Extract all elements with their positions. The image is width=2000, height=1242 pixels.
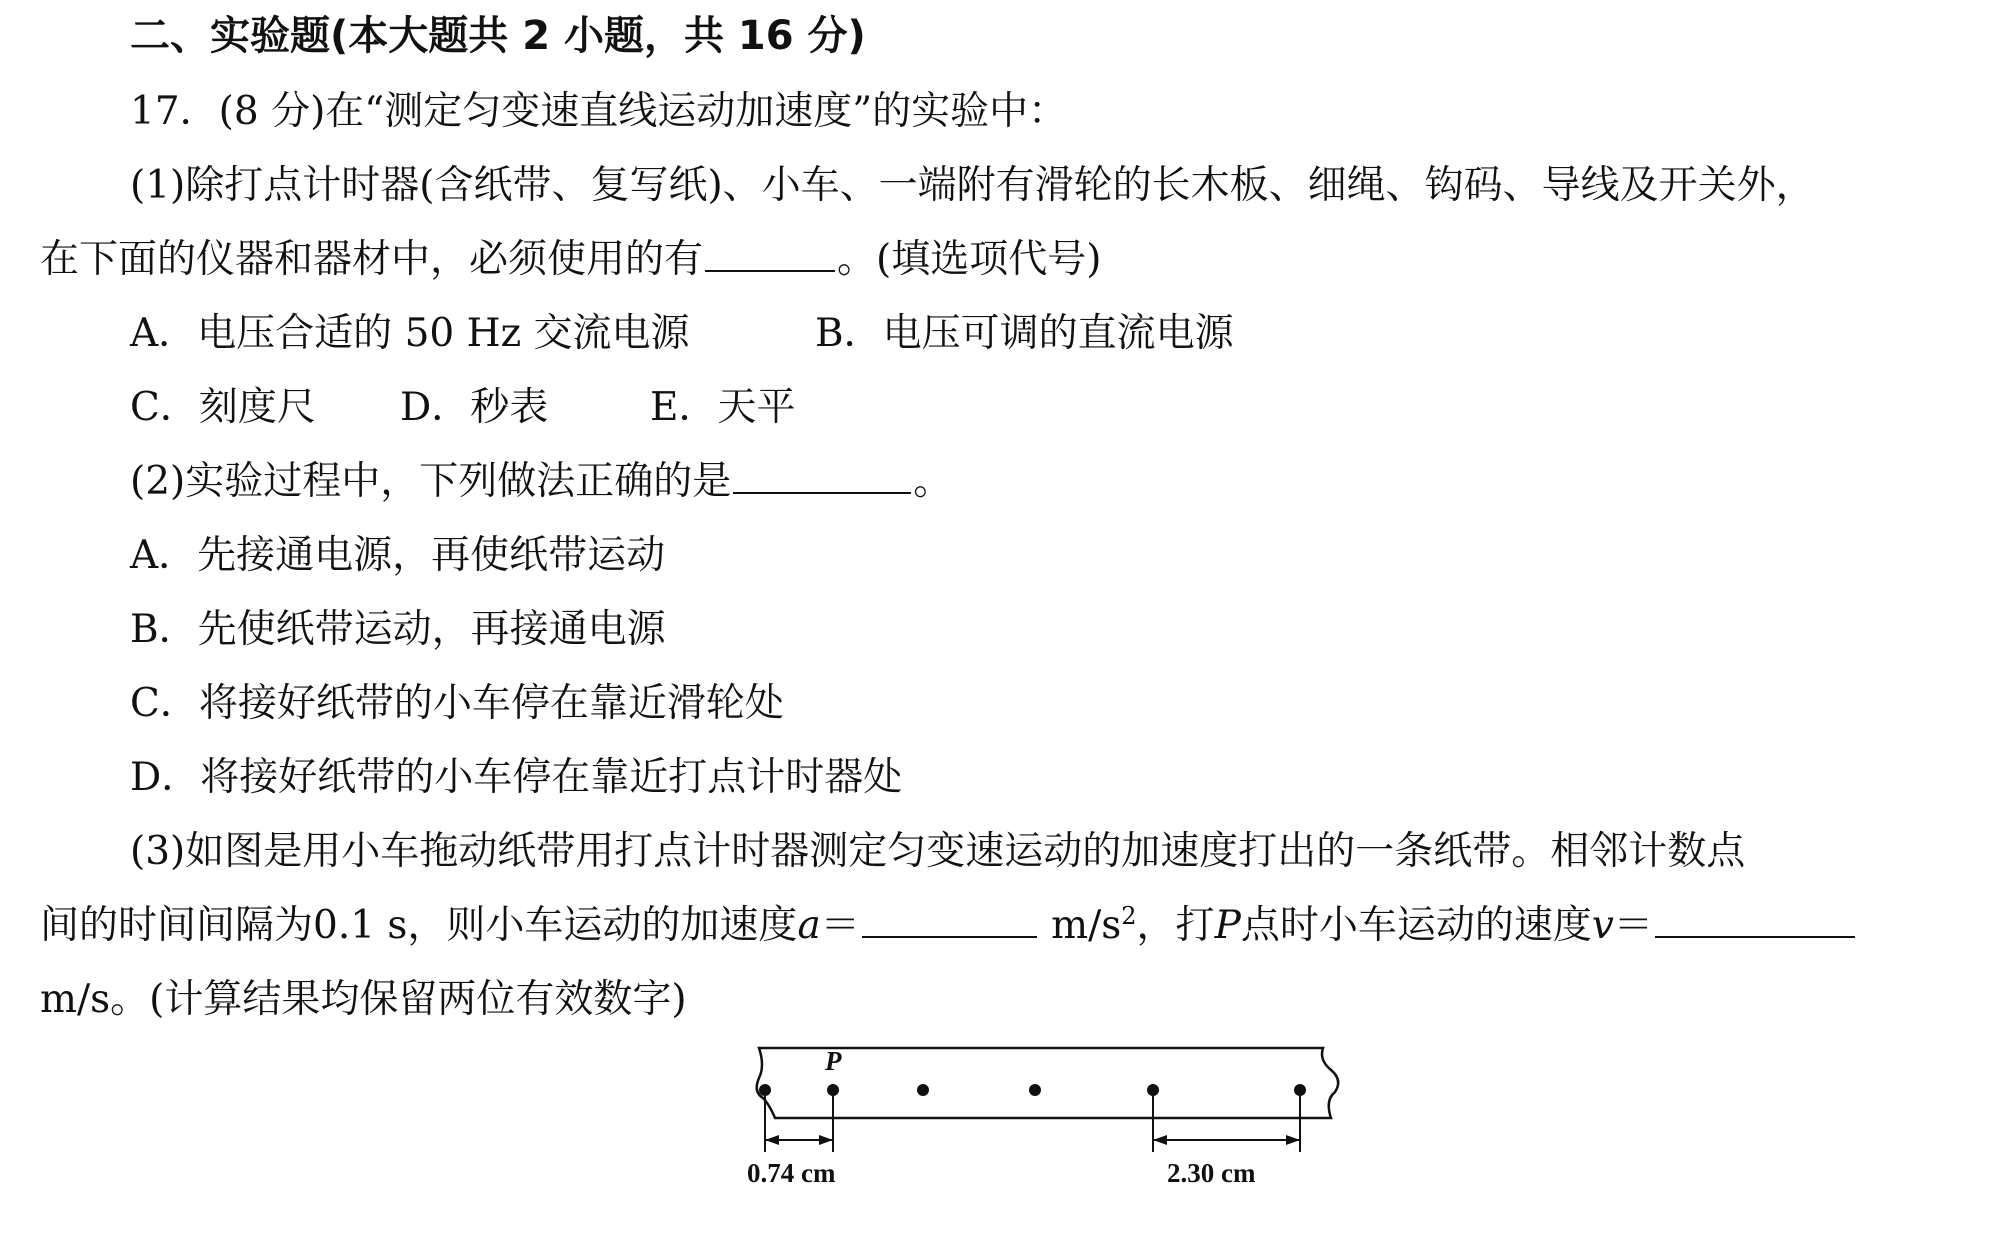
option-label: A． [130,311,198,356]
option-label: A． [130,533,198,578]
part3-text-c: 点时小车运动的速度 [1240,903,1592,948]
var-a: a [797,903,821,948]
part2-stem [130,458,952,506]
part2-text-pre: (2)实验过程中，下列做法正确的是 [130,459,732,504]
part3-line2 [40,902,1857,950]
superscript-2: 2 [1121,902,1137,930]
option-text: 刻度尺 [198,385,316,430]
tape-dot [1029,1084,1041,1096]
option-b[interactable] [815,310,1234,358]
part2-option-a[interactable] [130,532,665,580]
option-text: 先接通电源，再使纸带运动 [197,533,666,578]
part1-options-row2 [130,384,796,432]
dim-right-arrow-r [1286,1135,1300,1145]
question-stem [130,88,1067,136]
part3-line1 [130,828,1745,876]
option-label: E． [650,385,718,430]
part3-text: (3)如图是用小车拖动纸带用打点计时器测定匀变速运动的加速度打出的一条纸带。相邻计数点 [130,829,1746,874]
dim-left-arrow-r [819,1135,833,1145]
part1-text-post: 。(填选项代号) [837,237,1102,282]
option-e[interactable] [650,384,796,432]
answer-blank-1[interactable] [705,236,835,272]
section-note: (本大题共 2 小题，共 16 分) [330,13,866,59]
answer-blank-acceleration[interactable] [862,902,1037,938]
tape-dot [917,1084,929,1096]
point-label-p: P [825,1046,842,1076]
option-text: 先使纸带运动，再接通电源 [197,607,666,652]
paper-tape-figure [735,1040,1355,1230]
option-label: B． [815,311,883,356]
part1-options-row1 [130,310,1234,358]
part3-text-end: m/s。(计算结果均保留两位有效数字) [40,977,687,1022]
option-text: 秒表 [470,385,549,430]
option-label: C． [130,681,199,726]
dim-right-label: 2.30 cm [1167,1158,1256,1188]
part2-option-b[interactable] [130,606,666,654]
tape-dot [1147,1084,1159,1096]
part2-option-c[interactable] [130,680,784,728]
option-text: 电压可调的直流电源 [882,311,1234,356]
tape-dot [1294,1084,1306,1096]
tape-outline [757,1048,1338,1118]
part3-line3 [40,976,687,1024]
part2-text-post: 。 [913,459,953,504]
option-text: 天平 [717,385,796,430]
option-label: D． [130,755,201,800]
dim-right-arrow-l [1153,1135,1167,1145]
question-stem-text: (8 分)在“测定匀变速直线运动加速度”的实验中： [218,89,1068,134]
part1-text-pre: 在下面的仪器和器材中，必须使用的有 [40,237,704,282]
option-text: 将接好纸带的小车停在靠近滑轮处 [198,681,784,726]
tape-dot [759,1084,771,1096]
equals-sign: ＝ [1613,903,1653,948]
section-title: 二、实验题 [130,13,330,59]
option-text: 电压合适的 50 Hz 交流电源 [197,311,690,356]
tape-dot-p [827,1084,839,1096]
option-d[interactable] [400,384,548,432]
option-label: B． [130,607,198,652]
dim-left-arrow-l [765,1135,779,1145]
var-p: P [1214,903,1241,948]
answer-blank-2[interactable] [733,458,911,494]
option-label: C． [130,385,199,430]
part2-option-d[interactable] [130,754,902,802]
answer-blank-velocity[interactable] [1655,902,1855,938]
part3-text-a: 间的时间间隔为0.1 s，则小车运动的加速度 [40,903,798,948]
unit-acceleration: m/s [1051,903,1122,948]
question-number: 17． [130,89,219,134]
part1-line2 [40,236,1101,284]
section-heading [130,12,866,60]
part1-line1 [130,162,1815,210]
option-a[interactable] [130,310,690,358]
part1-text: (1)除打点计时器(含纸带、复写纸)、小车、一端附有滑轮的长木板、细绳、钩码、导线及开关外， [130,163,1815,208]
option-c[interactable] [130,384,316,432]
part3-text-b: ，打 [1136,903,1215,948]
dim-left-label: 0.74 cm [747,1158,836,1188]
equals-sign: ＝ [820,903,860,948]
option-label: D． [400,385,471,430]
option-text: 将接好纸带的小车停在靠近打点计时器处 [200,755,903,800]
var-v: v [1591,903,1614,948]
